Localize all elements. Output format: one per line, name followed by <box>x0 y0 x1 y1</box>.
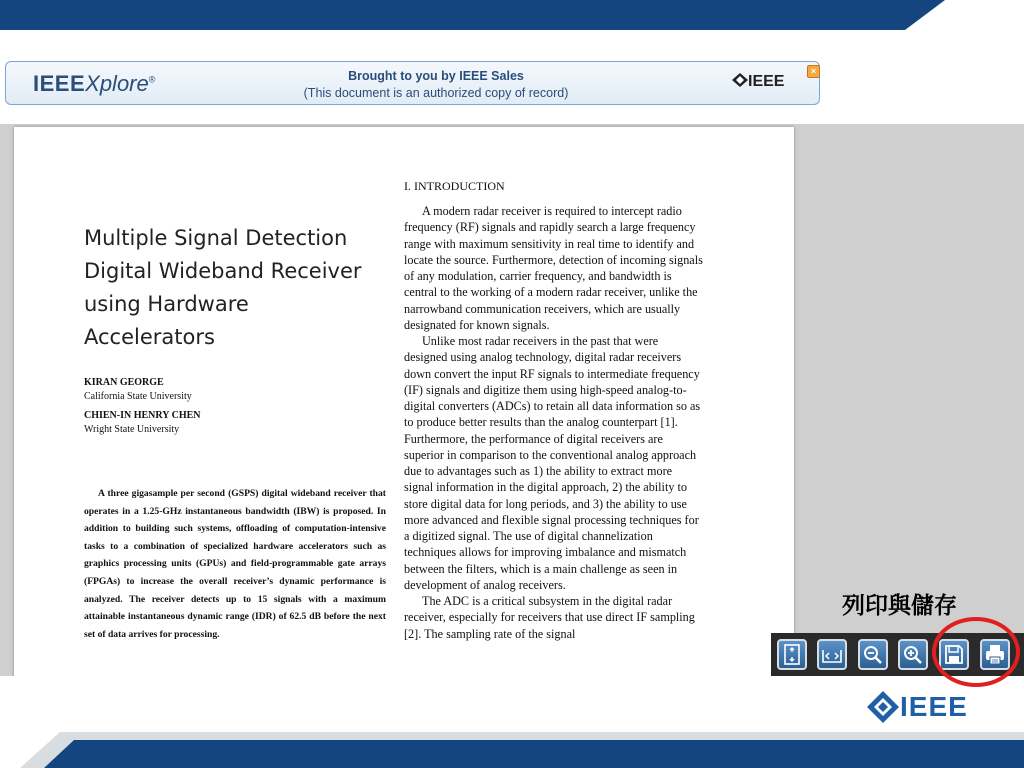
fit-width-icon <box>819 641 845 668</box>
fit-page-icon <box>779 641 805 668</box>
section-body <box>404 203 704 642</box>
zoom-out-icon <box>860 641 886 668</box>
fit-page-button[interactable] <box>777 639 807 670</box>
zoom-in-icon <box>900 641 926 668</box>
paper-title: Multiple Signal Detection Digital Wideband Receiver using Hardware Accelerators <box>84 226 362 349</box>
zoom-in-button[interactable] <box>898 639 928 670</box>
zoom-out-button[interactable] <box>858 639 888 670</box>
pdf-page <box>14 127 794 676</box>
fit-width-button[interactable] <box>817 639 847 670</box>
section-heading: I. INTRODUCTION <box>404 179 505 193</box>
top-slide-bar <box>0 0 1024 30</box>
body-paragraph: The ADC is a critical subsystem in the digital radar receiver, especially for receivers that use direct IF sampling [2]. The sampling rate of the signal <box>404 594 695 641</box>
body-paragraph: A modern radar receiver is required to intercept radio frequency (RF) signals and rapidly search a large frequency range with maximum sensitivity in real time to identify and locate the source. Furthermore, detection of incoming signals of any modulation, carrier frequency, and bandwidth is central to the working of a modern radar receiver, unlike the narrowband communication receivers, which are usually designated for known signals. <box>404 204 703 332</box>
ieee-diamond-icon <box>732 73 748 87</box>
ieee-logo: IEEE <box>900 691 968 722</box>
author-name: CHIEN-IN HENRY CHEN <box>84 410 201 421</box>
callout-label: 列印與儲存 <box>842 593 957 619</box>
author-affiliation: California State University <box>84 391 192 402</box>
paper-abstract: A three gigasample per second (GSPS) digital wideband receiver that operates in a 1.25-GHz instantaneous bandwidth (IBW) is proposed. In addition to building such systems, offloading of computation-intensive tasks to a combination of specialized hardware accelerators such as graphics processing units (GPUs) and field-programmable gate arrays (FPGAs) to increase the overall receiver’s dynamic performance is analyzed. The receiver detects up to 15 signals with a maximum attainable instantaneous dynamic range (IDR) of 62.5 dB before the next set of data arrives for processing. <box>84 488 386 640</box>
xplore-banner <box>5 61 820 105</box>
bottom-slide-bar <box>0 728 1024 768</box>
author-affiliation: Wright State University <box>84 424 180 435</box>
close-icon[interactable]: × <box>807 65 820 78</box>
xplore-logo[interactable]: IEEEXplore® <box>33 71 156 96</box>
highlight-circle <box>932 617 1020 687</box>
body-paragraph: Unlike most radar receivers in the past that were designed using analog technology, digital radar receivers down convert the input RF signals to intermediate frequency (IF) signals and digitize them using high-speed analog-to-digital converters (ADCs) to retain all data information so as to produce better results than the analog counterpart [1]. Furthermore, the performance of digital receivers are superior in comparison to the conventional analog approach due to advantages such as 1) the ability to extract more signal information in the digital approach, 2) the ability to store digital data for long periods, and 3) the ability to use more advanced and flexible signal processing techniques for a digitized signal. The use of digital channelization techniques allows for improving imbalance and mismatch between the filters, which is a main challenge as seen in development of analog receivers. <box>404 334 701 592</box>
banner-ieee-logo: IEEE <box>732 73 784 91</box>
banner-subtitle: (This document is an authorized copy of record) <box>303 86 569 100</box>
banner-title: Brought to you by IEEE Sales <box>348 69 524 83</box>
author-name: KIRAN GEORGE <box>84 377 164 388</box>
